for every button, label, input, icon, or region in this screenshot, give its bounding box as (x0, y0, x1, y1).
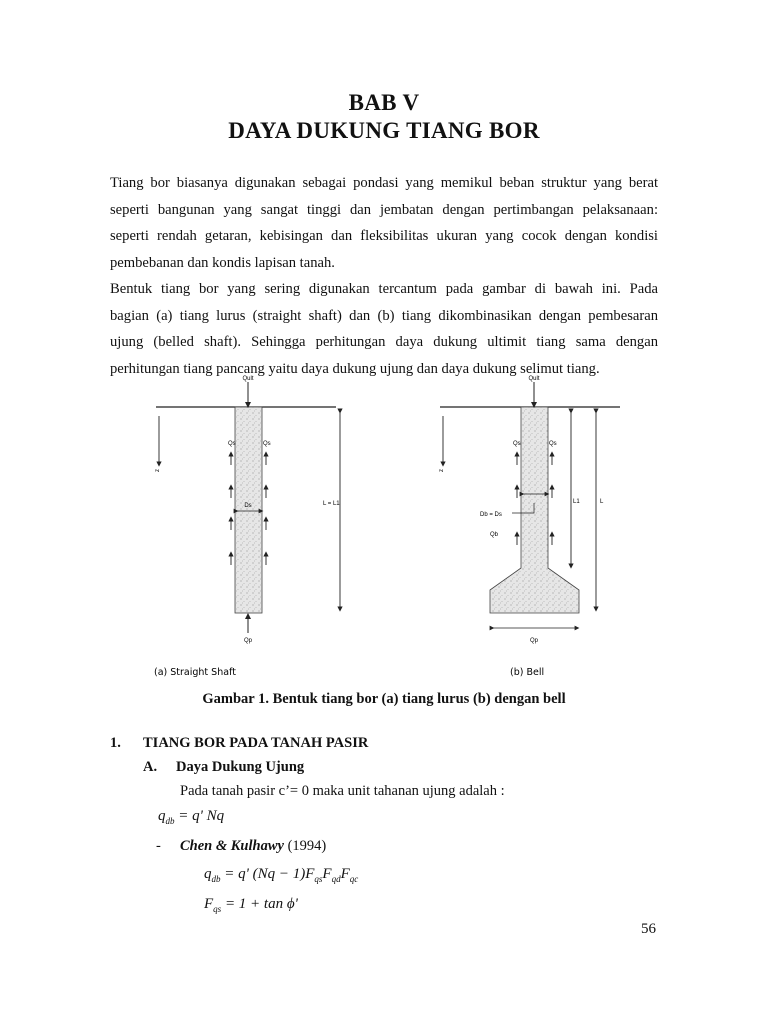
section-title: TIANG BOR PADA TANAH PASIR (143, 735, 369, 751)
qp-label: Qp (529, 638, 539, 644)
l1-label: L1 (573, 499, 580, 505)
body-text: Pada tanah pasir c’= 0 maka unit tahanan ujung adalah : (180, 783, 505, 799)
text-line: bagian (a) tiang lurus (straight shaft) dan (b) tiang dikombinasikan dengan pembesaran (110, 307, 658, 324)
straight-shaft-caption: (a) Straight Shaft (154, 667, 236, 678)
subsection-letter: A. (143, 759, 158, 775)
qs-right-label: Qs (263, 441, 271, 447)
text-line: ujung (belled shaft). Sehingga perhitungan daya dukung ultimit tiang sama dengan (110, 334, 658, 350)
text-line: perhitungan tiang pancang yaitu daya dukung ujung dan daya dukung selimut tiang. (110, 360, 600, 377)
list-dash: - (156, 838, 161, 854)
belled-shaft-diagram (439, 376, 620, 678)
chapter-number: BAB V (348, 90, 420, 115)
straight-shaft-diagram (154, 376, 340, 678)
shaft-body (235, 407, 262, 613)
page-number: 56 (641, 921, 656, 937)
z-label: z (155, 469, 161, 472)
bell-shaft-body (490, 407, 579, 613)
subsection-title: Daya Dukung Ujung (176, 759, 305, 775)
l-label: L (600, 499, 604, 505)
qp-label: Qp (243, 638, 253, 644)
intro-paragraph (110, 170, 658, 276)
ds-label: Ds (244, 503, 252, 509)
figure-caption: Gambar 1. Bentuk tiang bor (a) tiang lurus (b) dengan bell (202, 691, 566, 707)
chapter-title: DAYA DUKUNG TIANG BOR (228, 118, 540, 143)
db-ds-label: Db = Ds (480, 512, 502, 518)
z-label: z (439, 469, 445, 472)
qs-left-label: Qs (228, 441, 236, 447)
shape-paragraph (110, 276, 658, 382)
bell-caption: (b) Bell (510, 667, 545, 678)
subsection-heading (143, 759, 304, 776)
q-ult-label: Qult (242, 376, 254, 382)
q-ult-label: Qult (528, 376, 540, 382)
length-label: L = L1 (323, 501, 340, 507)
qs-right-label: Qs (549, 441, 557, 447)
qb-label: Qb (490, 532, 499, 538)
qs-left-label: Qs (513, 441, 521, 447)
drilled-shaft-figure (150, 370, 604, 682)
text-line: seperti bangunan yang sangat tinggi dan jembatan dengan pertimbangan pelaksanaan: (110, 201, 658, 218)
reference-citation: Chen & Kulhawy (1994) (180, 838, 327, 854)
text-line: pembebanan dan kondis lapisan tanah. (110, 254, 335, 271)
text-line: Bentuk tiang bor yang sering digunakan tercantum pada gambar di bawah ini. Pada (110, 281, 658, 297)
equation-chen-kulhawy: $q_{db} = q'$ $(Nq - 1)F_{qs}F_{qd}F_{qc}$ (204, 866, 359, 884)
text-line: seperti rendah getaran, kebisingan dan fleksibilitas ukuran yang cocok dengan kondisi (110, 228, 658, 244)
equation-fqs: $F_{qs} = 1 + \tan \phi'$ (204, 896, 298, 914)
section-number: 1. (110, 735, 121, 751)
section-heading (110, 735, 368, 752)
equation-qdb: $q_{db} = q'$ Nq (158, 808, 225, 826)
text-line: Tiang bor biasanya digunakan sebagai pondasi yang memikul beban struktur yang berat (110, 175, 658, 191)
